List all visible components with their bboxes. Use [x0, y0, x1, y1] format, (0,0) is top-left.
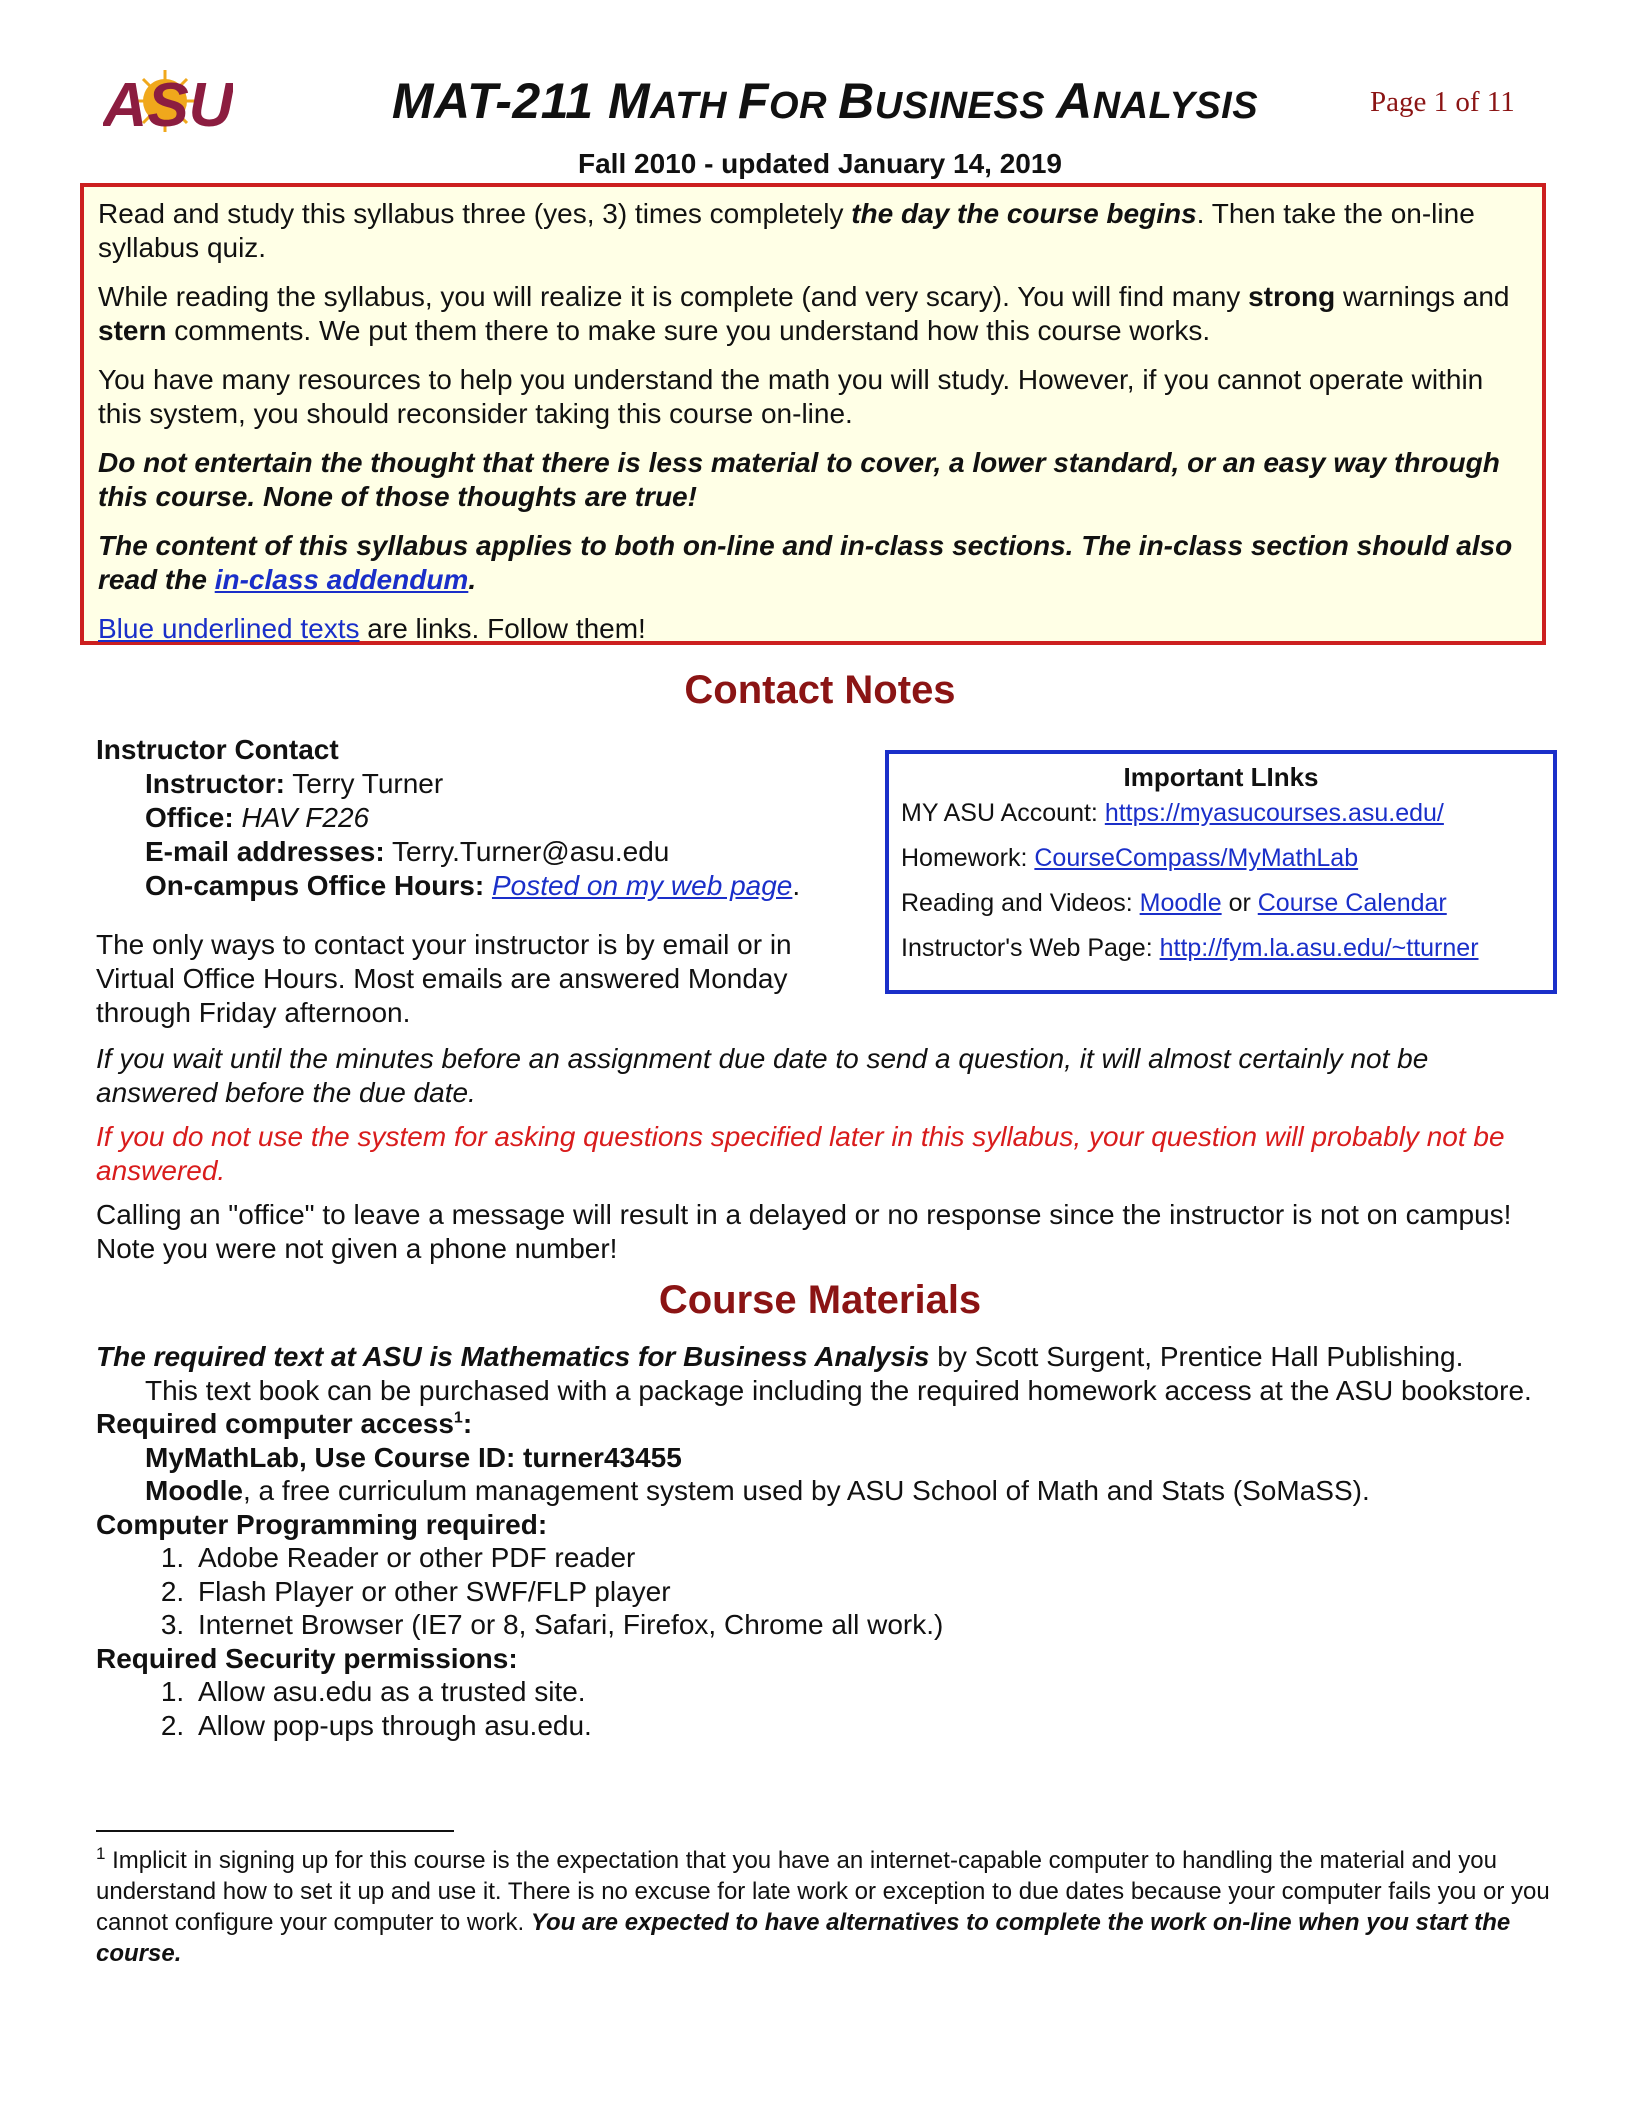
- homework-row: Homework: CourseCompass/MyMathLab: [901, 844, 1359, 872]
- mymathlab-line: MyMathLab, Use Course ID: turner43455: [145, 1441, 682, 1473]
- notice-para-6: Blue underlined texts are links. Follow them!: [98, 613, 646, 644]
- important-links-box: [885, 750, 1557, 994]
- contact-ways-text: The only ways to contact your instructor is by email or in Virtual Office Hours. Most emails are answered Monday through Friday afternoon.: [96, 929, 792, 1028]
- system-warning-text: If you do not use the system for asking questions specified later in this syllabus, your question will probably not be answered.: [96, 1121, 1505, 1186]
- notice-para-3: You have many resources to help you understand the math you will study. However, if you cannot operate within this system, you should reconsider taking this course on-line.: [98, 364, 1484, 429]
- course-materials: [96, 1340, 1556, 1742]
- instructor-line: Instructor: Terry Turner: [145, 768, 444, 799]
- email-line: E-mail addresses: Terry.Turner@asu.edu: [145, 836, 670, 867]
- homework-link[interactable]: CourseCompass/MyMathLab: [1034, 844, 1359, 872]
- required-access-label: Required computer access$^1$:: [96, 1408, 473, 1439]
- links-example-link[interactable]: Blue underlined texts: [98, 613, 360, 644]
- security-list: [96, 1675, 1556, 1742]
- list-item: 1. Adobe Reader or other PDF reader: [192, 1541, 1556, 1575]
- footnote-divider: [96, 1830, 454, 1832]
- myasu-row: MY ASU Account: https://myasucourses.asu.edu/: [901, 799, 1444, 827]
- page-number: Page 1 of 11: [1370, 86, 1515, 118]
- contact-notes-heading: Contact Notes: [684, 668, 956, 712]
- instructor-contact: [96, 733, 896, 903]
- myasu-link[interactable]: https://myasucourses.asu.edu/: [1104, 799, 1444, 827]
- notice-para-4: Do not entertain the thought that there is less material to cover, a lower standard, or an easy way through this course. None of those thoughts are true!: [98, 447, 1500, 512]
- wait-warning-text: If you wait until the minutes before an assignment due date to send a question, it will almost certainly not be answered before the due date.: [96, 1043, 1429, 1108]
- reading-row: Reading and Videos: Moodle or Course Calendar: [901, 889, 1447, 917]
- footnote-ref: 1: [453, 1409, 463, 1427]
- list-item: 3. Internet Browser (IE7 or 8, Safari, Firefox, Chrome all work.): [192, 1608, 1556, 1642]
- textbook-purchase-text: This text book can be purchased with a package including the required homework access at the ASU bookstore.: [145, 1374, 1532, 1406]
- notice-box: [80, 183, 1546, 645]
- course-calendar-link[interactable]: Course Calendar: [1257, 889, 1447, 917]
- programming-list: [96, 1541, 1556, 1642]
- course-materials-heading: Course Materials: [658, 1278, 982, 1322]
- asu-logo: [103, 68, 233, 134]
- notice-para-2: While reading the syllabus, you will realize it is complete (and very scary). You will find many strong warnings and stern comments. We put them there to make sure you understand how this course works.: [98, 281, 1510, 346]
- list-item: 2. Allow pop-ups through asu.edu.: [192, 1709, 1556, 1743]
- calling-note-text: Calling an "office" to leave a message will result in a delayed or no response since the instructor is not on campus! Note you were not given a phone number!: [96, 1199, 1512, 1264]
- subtitle: Fall 2010 - updated January 14, 2019: [577, 148, 1062, 179]
- office-hours-line: On-campus Office Hours: Posted on my web page.: [145, 870, 801, 901]
- required-text-line: The required text at ASU is Mathematics for Business Analysis by Scott Surgent, Prentice Hall Publishing.: [96, 1341, 1464, 1372]
- instructor-web-link[interactable]: http://fym.la.asu.edu/~tturner: [1159, 934, 1479, 962]
- web-page-row: Instructor's Web Page: http://fym.la.asu.edu/~tturner: [901, 934, 1479, 962]
- notice-para-5: The content of this syllabus applies to both on-line and in-class sections. The in-class section should also read the in-class addendum.: [98, 530, 1513, 595]
- security-label: Required Security permissions:: [96, 1642, 518, 1674]
- footnote: $^1$ Implicit in signing up for this course is the expectation that you have an internet-capable computer to handling the material and you understand how to set it up and use it. There is no excuse for late work or exception to due dates because your computer fails you or you cannot configure your computer to work. You are expected to have alternatives to complete the work on-line when you start the course.: [96, 1844, 1550, 1967]
- moodle-link[interactable]: Moodle: [1139, 889, 1222, 917]
- instructor-contact-title: Instructor Contact: [96, 734, 339, 765]
- moodle-line: Moodle, a free curriculum management system used by ASU School of Math and Stats (SoMaSS).: [145, 1475, 1370, 1506]
- programming-label: Computer Programming required:: [96, 1508, 548, 1540]
- in-class-addendum-link[interactable]: in-class addendum: [214, 564, 469, 595]
- list-item: 1. Allow asu.edu as a trusted site.: [192, 1675, 1556, 1709]
- important-links-title: Important LInks: [1123, 762, 1319, 792]
- office-line: Office: HAV F226: [145, 802, 370, 833]
- svg-text:ASU: ASU: [103, 71, 233, 134]
- course-title: MAT-211 MATH FOR BUSINESS ANALYSIS: [391, 73, 1259, 129]
- notice-para-1: Read and study this syllabus three (yes, 3) times completely the day the course begins. Then take the on-line syllabus quiz.: [98, 198, 1475, 263]
- list-item: 2. Flash Player or other SWF/FLP player: [192, 1575, 1556, 1609]
- office-hours-link[interactable]: Posted on my web page: [491, 870, 793, 901]
